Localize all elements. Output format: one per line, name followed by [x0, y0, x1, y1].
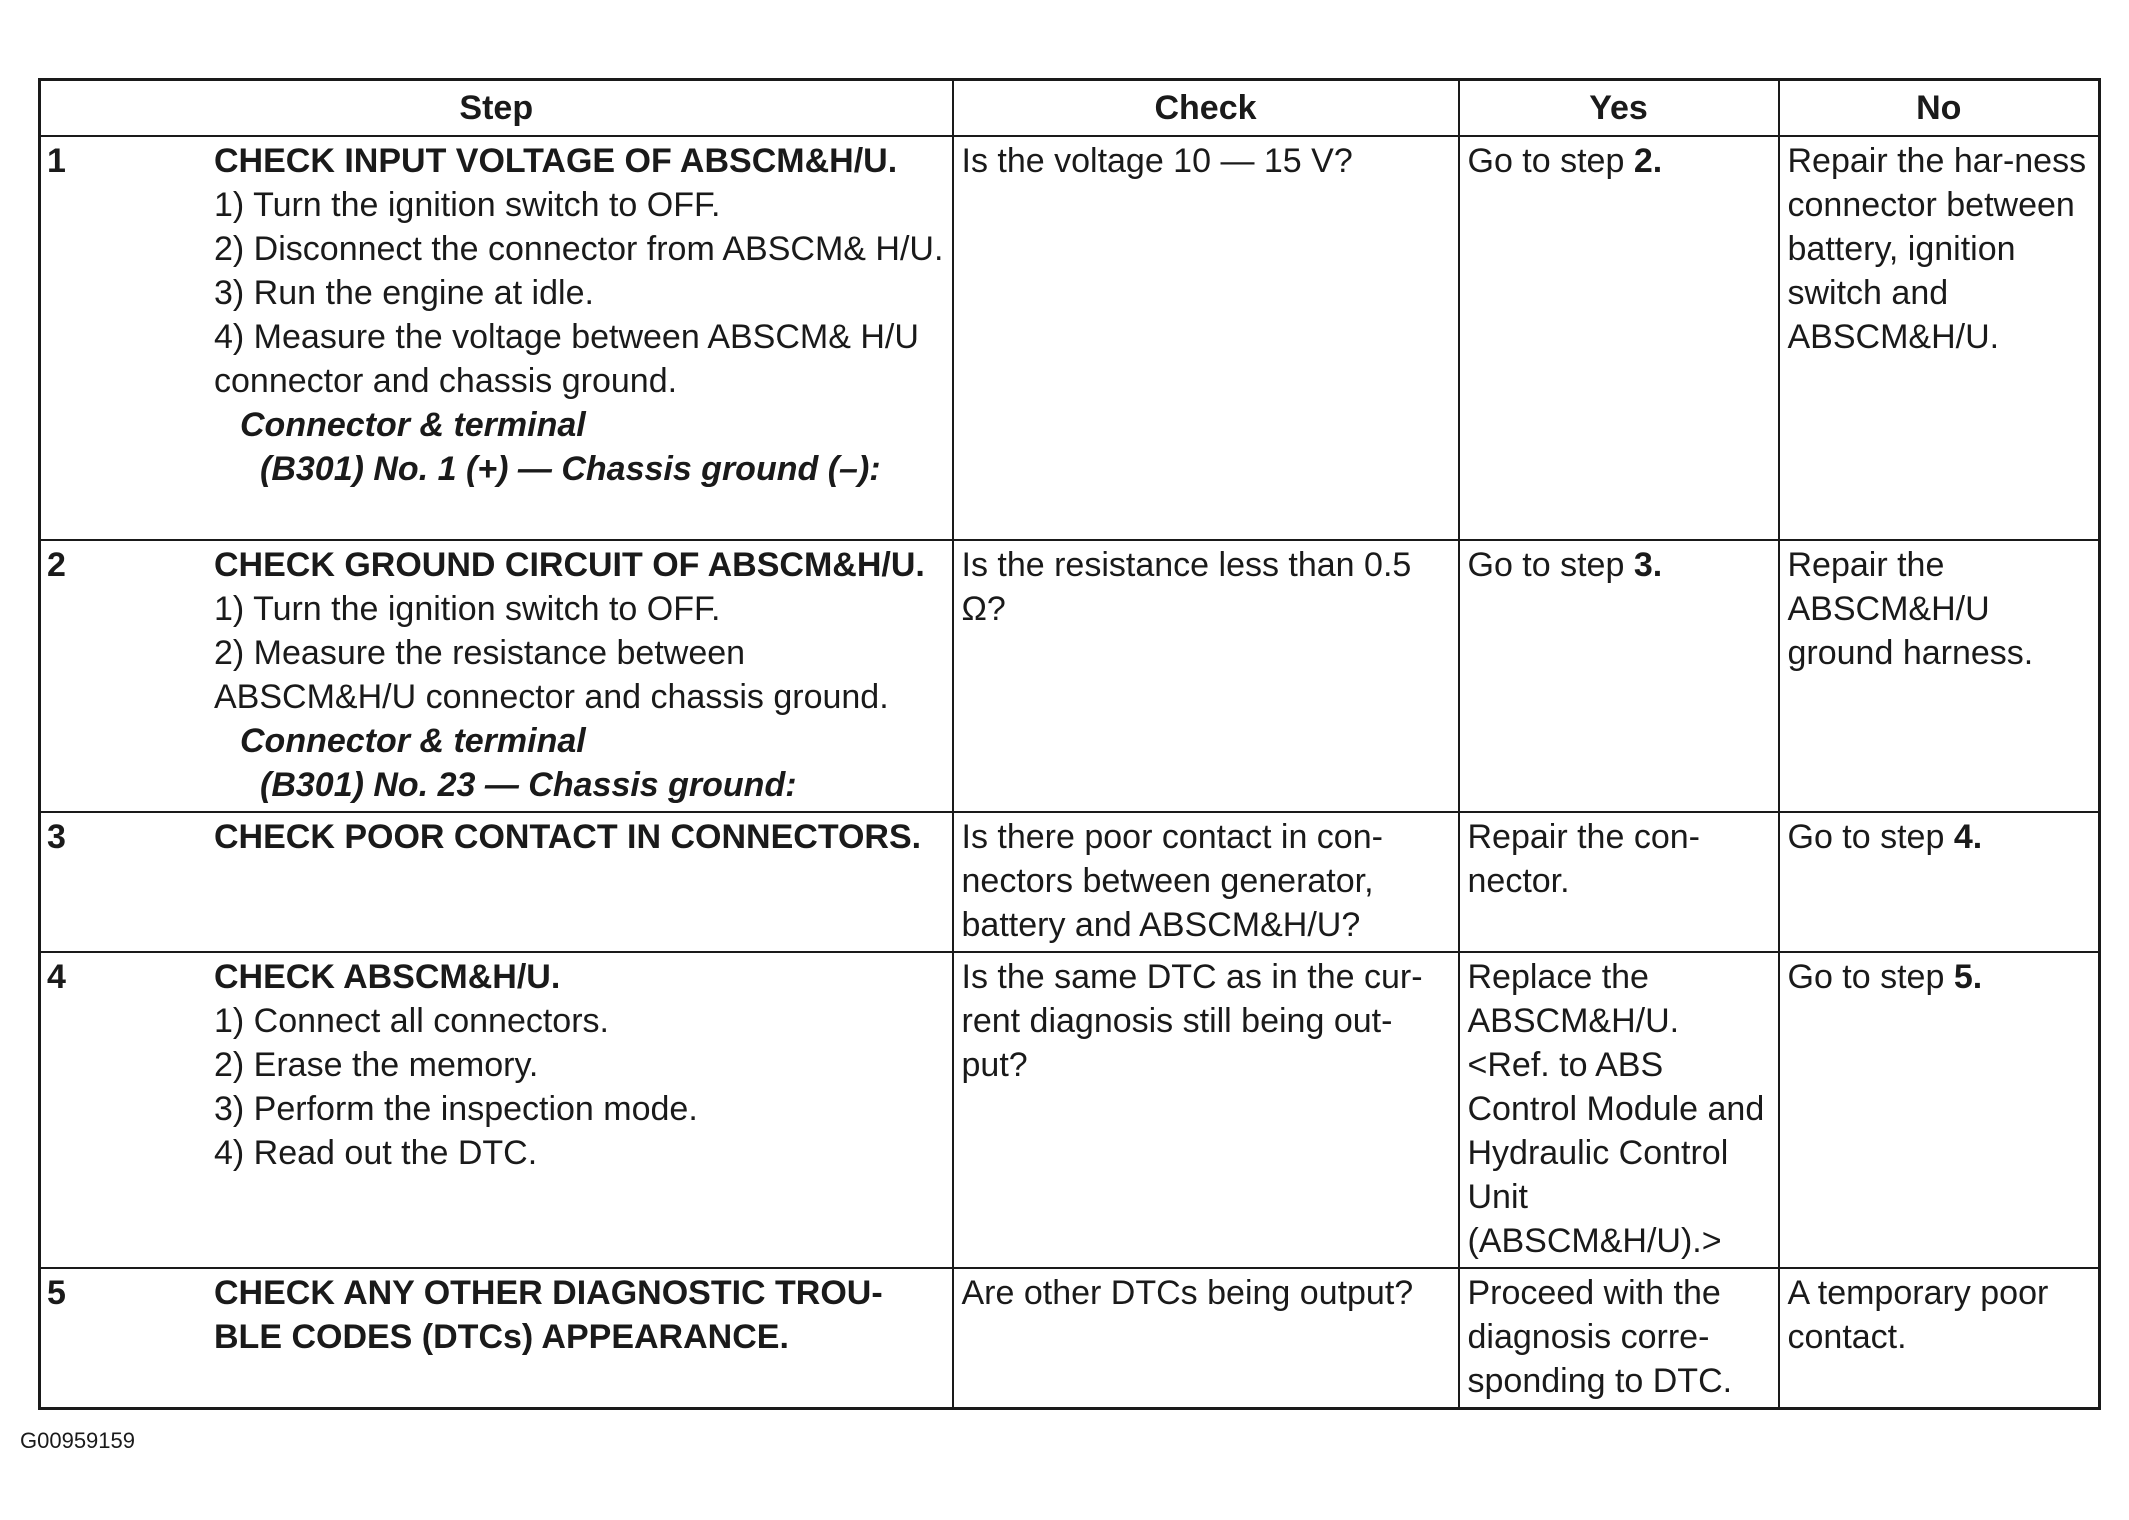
yes-text — [1460, 543, 1778, 587]
step-cell — [40, 1268, 953, 1408]
yes-text — [1460, 139, 1778, 183]
yes-text: Repair the con-nector. — [1467, 818, 1700, 900]
yes-cell — [1459, 1268, 1779, 1408]
sub-step: 4) Read out the DTC. — [214, 1134, 538, 1172]
yes-prefix: Go to step — [1467, 142, 1634, 180]
header-check: Check — [953, 80, 1459, 137]
sub-step: 2) Disconnect the connector from ABSCM& H/U. — [214, 230, 944, 268]
connector-terminal-value: (B301) No. 1 (+) — Chassis ground (–): — [260, 450, 881, 488]
sub-step: 1) Connect all connectors. — [214, 1002, 609, 1040]
sub-step: 2) Measure the resistance between ABSCM&H/U connector and chassis ground. — [214, 634, 889, 716]
step-cell — [40, 136, 953, 540]
no-text: Repair the ABSCM&H/U ground harness. — [1787, 546, 2034, 672]
yes-cell — [1459, 136, 1779, 540]
step-number: 3 — [47, 818, 66, 856]
header-no: No — [1779, 80, 2100, 137]
check-text: Are other DTCs being output? — [961, 1274, 1414, 1312]
check-cell — [953, 952, 1459, 1268]
no-text — [1780, 815, 2099, 859]
connector-terminal-value: (B301) No. 23 — Chassis ground: — [260, 766, 797, 804]
header-row — [40, 80, 2100, 137]
sub-step: 2) Erase the memory. — [214, 1046, 539, 1084]
no-cell — [1779, 812, 2100, 952]
check-cell — [953, 812, 1459, 952]
no-text: Repair the har-ness connector between battery, ignition switch and ABSCM&H/U. — [1787, 142, 2087, 356]
table-row — [40, 1268, 2100, 1408]
step-cell — [40, 540, 953, 812]
no-cell — [1779, 952, 2100, 1268]
sub-step: 4) Measure the voltage between ABSCM& H/U connector and chassis ground. — [214, 318, 919, 400]
step-number: 5 — [47, 1274, 66, 1312]
connector-terminal-label: Connector & terminal — [240, 722, 586, 760]
check-cell — [953, 1268, 1459, 1408]
yes-text: Replace the ABSCM&H/U. <Ref. to ABS Control Module and Hydraulic Control Unit (ABSCM&H/U).> — [1467, 958, 1765, 1260]
check-text: Is the same DTC as in the cur-rent diagnosis still being out-put? — [961, 958, 1423, 1084]
check-text: Is there poor contact in con-nectors between generator, battery and ABSCM&H/U? — [961, 818, 1383, 944]
step-title: CHECK GROUND CIRCUIT OF ABSCM&H/U. — [214, 546, 925, 584]
step-title: CHECK INPUT VOLTAGE OF ABSCM&H/U. — [214, 142, 898, 180]
yes-prefix: Go to step — [1467, 546, 1634, 584]
table-row — [40, 136, 2100, 540]
step-number: 4 — [47, 958, 66, 996]
no-prefix: Go to step — [1787, 958, 1954, 996]
sub-step: 1) Turn the ignition switch to OFF. — [214, 186, 721, 224]
sub-step: 1) Turn the ignition switch to OFF. — [214, 590, 721, 628]
yes-step-number: 3. — [1633, 546, 1663, 584]
check-text: Is the resistance less than 0.5 Ω? — [961, 546, 1412, 628]
no-cell — [1779, 1268, 2100, 1408]
yes-text: Proceed with the diagnosis corre-sponding to DTC. — [1467, 1274, 1733, 1400]
check-text: Is the voltage 10 — 15 V? — [961, 142, 1353, 180]
yes-step-number: 2. — [1633, 142, 1663, 180]
table-row — [40, 540, 2100, 812]
step-title: CHECK ANY OTHER DIAGNOSTIC TROU-BLE CODES (DTCs) APPEARANCE. — [214, 1274, 883, 1356]
no-text — [1780, 955, 2099, 999]
step-cell — [40, 812, 953, 952]
no-text: A temporary poor contact. — [1787, 1274, 2049, 1356]
step-title: CHECK ABSCM&H/U. — [214, 958, 561, 996]
step-number: 2 — [47, 546, 66, 584]
sub-step: 3) Run the engine at idle. — [214, 274, 594, 312]
no-step-number: 5. — [1953, 958, 1983, 996]
no-prefix: Go to step — [1787, 818, 1954, 856]
sub-step: 3) Perform the inspection mode. — [214, 1090, 698, 1128]
step-title: CHECK POOR CONTACT IN CONNECTORS. — [214, 818, 922, 856]
step-number: 1 — [47, 142, 66, 180]
no-step-number: 4. — [1953, 818, 1983, 856]
header-step: Step — [40, 80, 953, 137]
yes-cell — [1459, 540, 1779, 812]
diagnostic-table — [38, 78, 2101, 1410]
yes-cell — [1459, 812, 1779, 952]
header-yes: Yes — [1459, 80, 1779, 137]
check-cell — [953, 136, 1459, 540]
table-row — [40, 812, 2100, 952]
table-row — [40, 952, 2100, 1268]
yes-cell — [1459, 952, 1779, 1268]
no-cell — [1779, 540, 2100, 812]
connector-terminal-label: Connector & terminal — [240, 406, 586, 444]
step-cell — [40, 952, 953, 1268]
no-cell — [1779, 136, 2100, 540]
check-cell — [953, 540, 1459, 812]
figure-id: G00959159 — [20, 1428, 135, 1453]
